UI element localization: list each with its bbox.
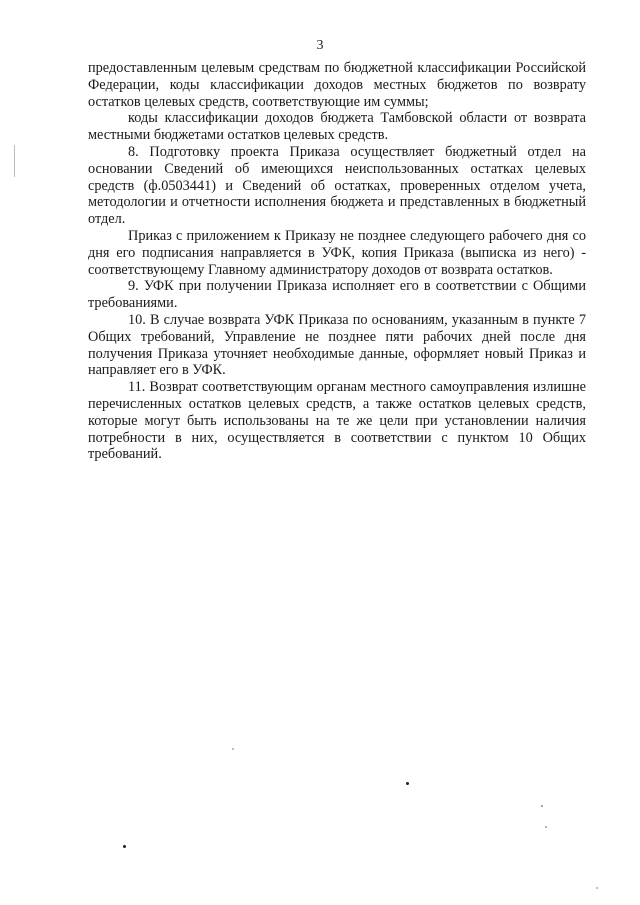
paragraph-item-10: 10. В случае возврата УФК Приказа по основаниям, указанным в пункте 7 Общих требований, Управление не позднее пяти рабочих дней после дня получения Приказа уточняет необходимые данные, оформляет новый Приказ и направляет его в УФК.	[88, 311, 586, 379]
scan-mark	[596, 887, 598, 889]
scan-mark	[541, 805, 543, 807]
paragraph-budget-codes: коды классификации доходов бюджета Тамбовской области от возврата местными бюджетами остатков целевых средств.	[88, 110, 586, 144]
scan-mark	[123, 845, 126, 848]
paragraph-order-delivery: Приказ с приложением к Приказу не позднее следующего рабочего дня со дня его подписания направляется в УФК, копия Приказа (выписка из него) - соответствующему Главному администратору доходов от возврата остатков.	[88, 227, 586, 278]
paragraph-item-8: 8. Подготовку проекта Приказа осуществляет бюджетный отдел на основании Сведений об имеющихся неиспользованных остатках целевых средств (ф.0503441) и Сведений об остатках, проверенных отделом учета, методологии и отчетности исполнения бюджета и представленных в бюджетный отдел.	[88, 143, 586, 228]
page-number: 3	[316, 38, 324, 53]
scan-mark	[545, 826, 547, 828]
paragraph-item-9: 9. УФК при получении Приказа исполняет его в соответствии с Общими требованиями.	[88, 278, 586, 312]
paragraph-item-11: 11. Возврат соответствующим органам местного самоуправления излишне перечисленных остатков целевых средств, а также остатков целевых средств, которые могут быть использованы на те же цели при установлении наличия потребности в них, осуществляется в соответствии с пунктом 10 Общих требований.	[88, 379, 586, 463]
scan-mark	[232, 748, 234, 750]
scan-mark	[14, 145, 15, 177]
paragraph-continuation: предоставленным целевым средствам по бюджетной классификации Российской Федерации, коды классификации доходов местных бюджетов по возврату остатков целевых средств, соответствующие им суммы;	[88, 60, 586, 110]
document-body	[88, 60, 586, 463]
scan-mark	[406, 782, 409, 785]
